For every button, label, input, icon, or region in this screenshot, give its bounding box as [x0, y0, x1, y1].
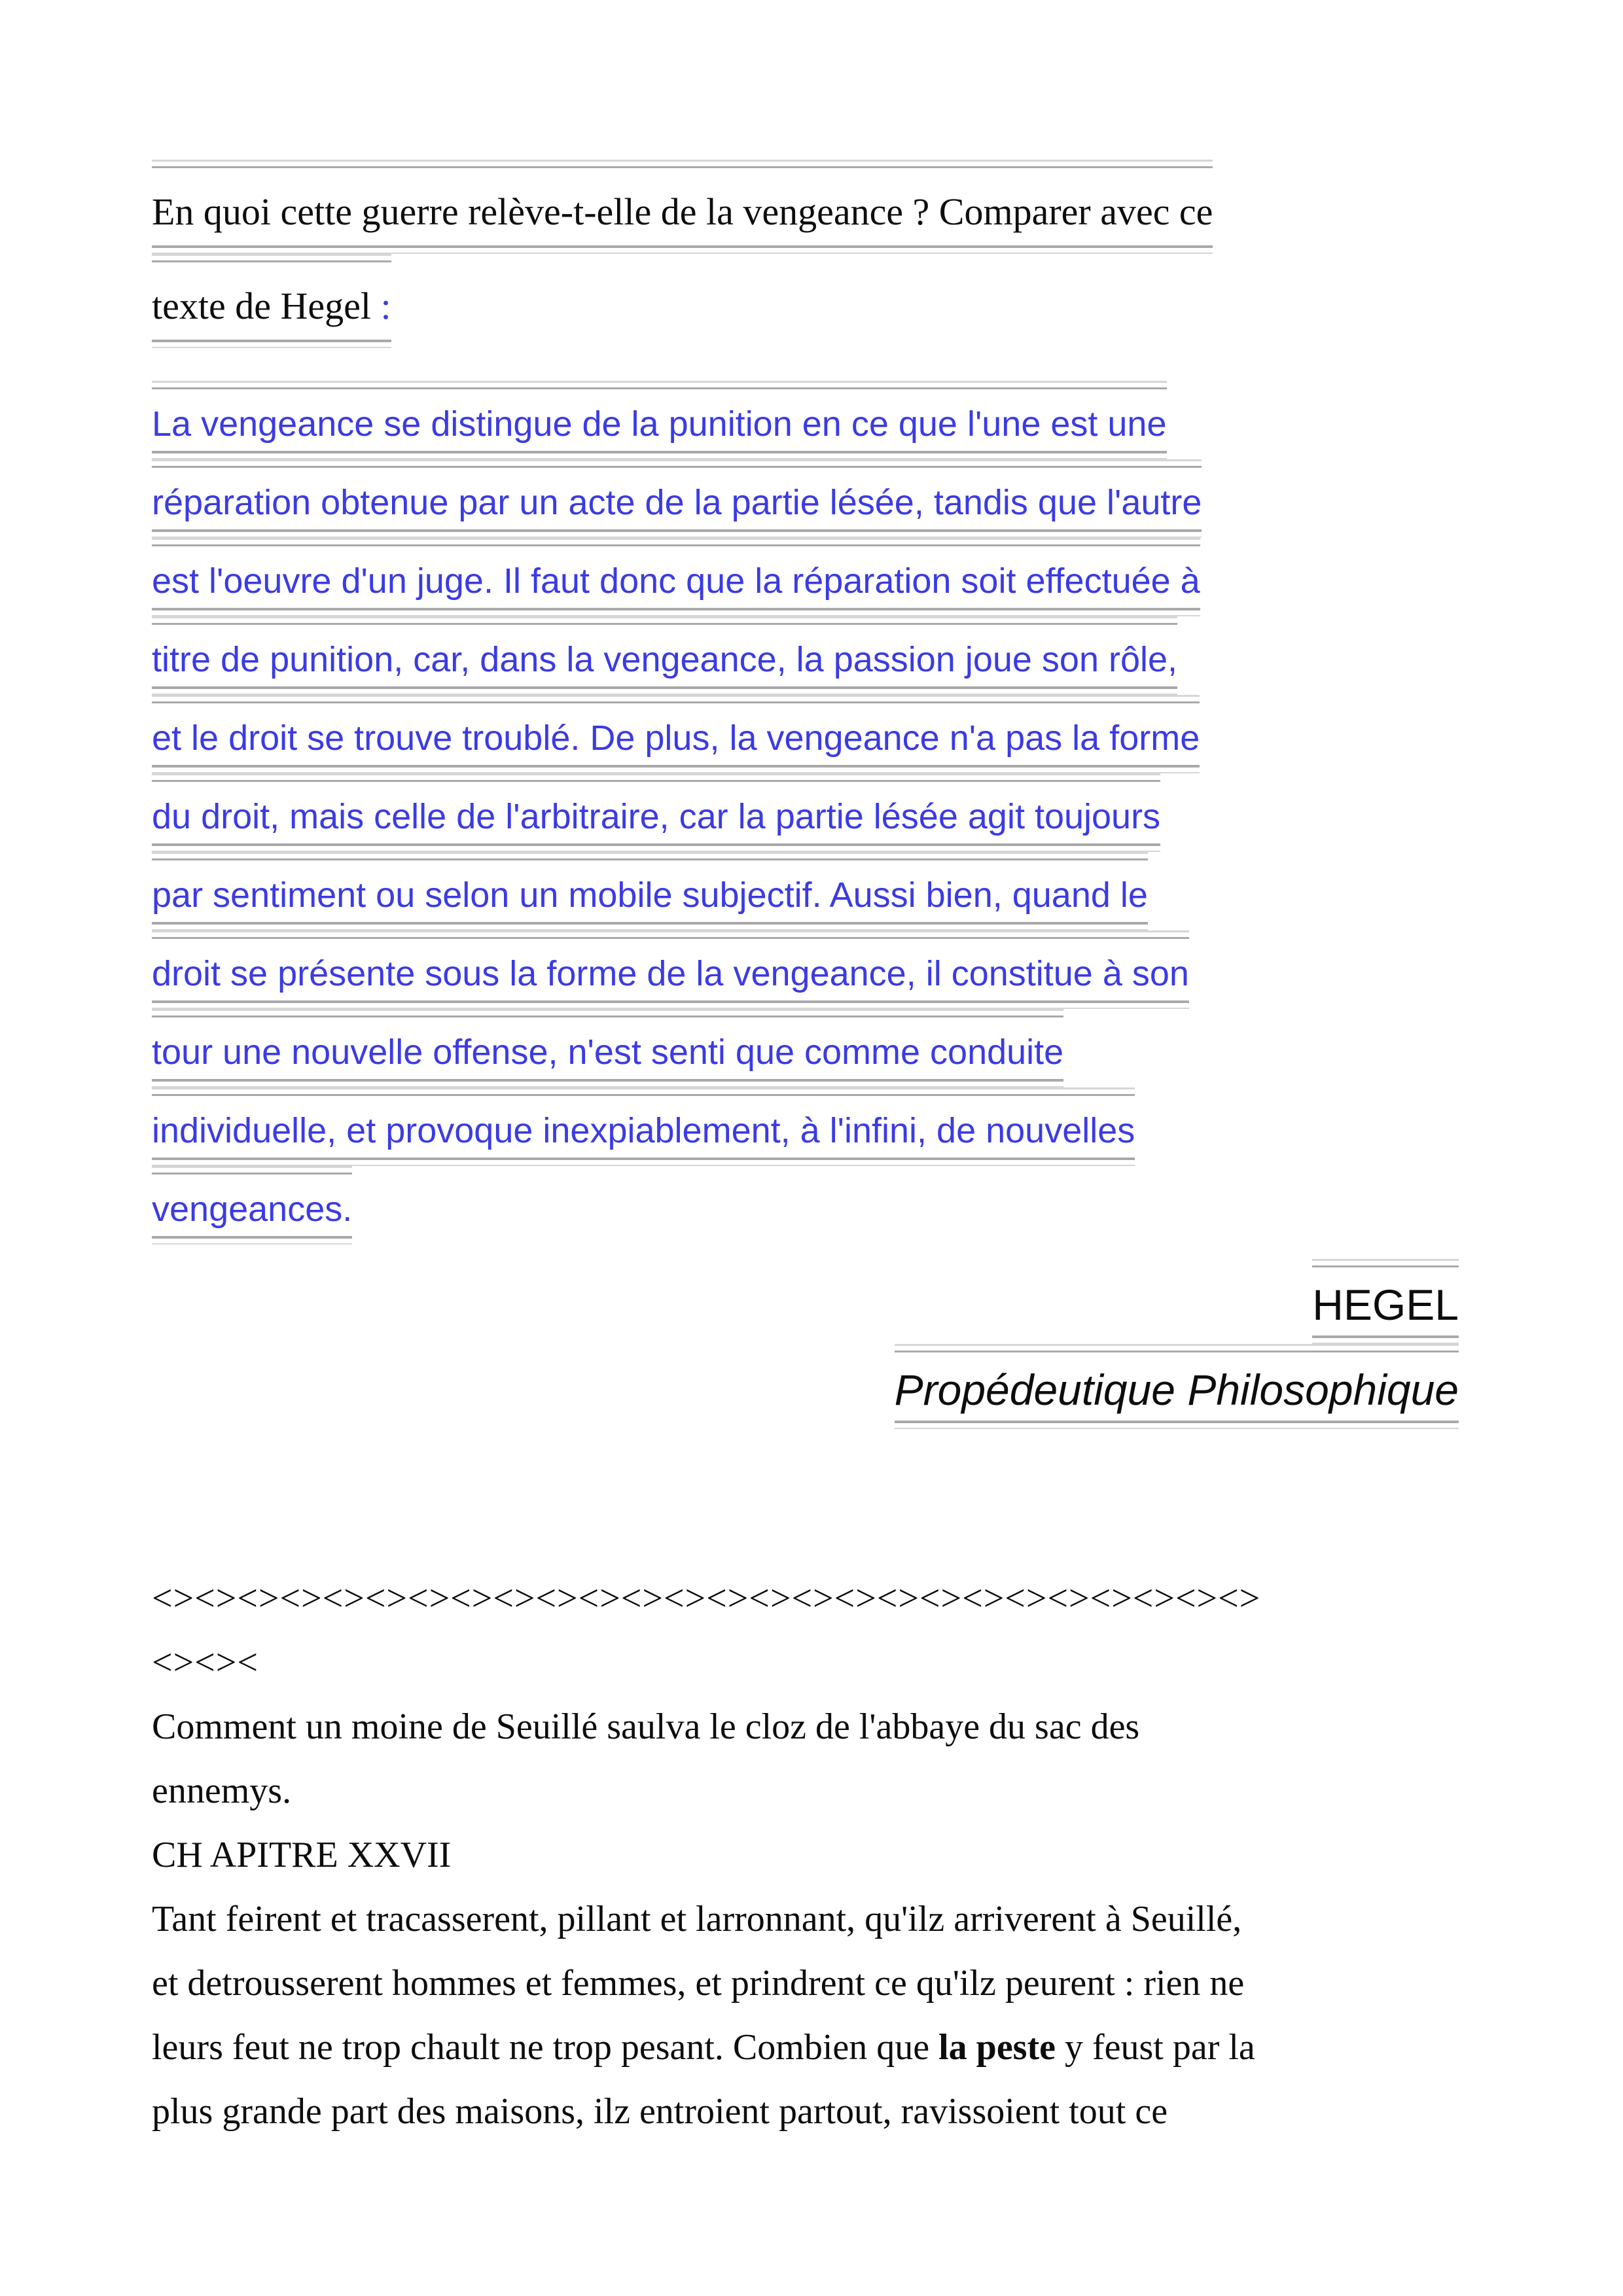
attribution-work-line [152, 1344, 1476, 1429]
quote-line-text: réparation obtenue par un acte de la partie lésée, tandis que l'autre [152, 483, 1202, 522]
rabelais-heading-line-2: ennemys. [152, 1771, 292, 1811]
question-colon: : [380, 285, 391, 327]
quote-line [152, 459, 1476, 538]
rabelais-body-line-3 [152, 2015, 1476, 2079]
quote-line-text: et le droit se trouve troublé. De plus, la vengeance n'a pas la forme [152, 718, 1200, 758]
rabelais-body-line-4: plus grande part des maisons, ilz entroient partout, ravissoient tout ce [152, 2091, 1168, 2132]
separator-line-1: <><><><><><><><><><><><><><><><><><><><><><><><><><> [152, 1578, 1261, 1619]
quote-line [152, 930, 1476, 1009]
question-line-1 [152, 160, 1476, 254]
rabelais-body-line-2: et detrousserent hommes et femmes, et prindrent ce qu'ilz peurent : rien ne [152, 1963, 1245, 2004]
quote-line-text: individuelle, et provoque inexpiablement, à l'infini, de nouvelles [152, 1111, 1135, 1150]
quote-line [152, 695, 1476, 773]
attribution-work: Propédeutique Philosophique [894, 1366, 1459, 1414]
rabelais-body-line-3-pre: leurs feut ne trop chault ne trop pesant. Combien que [152, 2027, 939, 2068]
question-line-2-text: texte de Hegel [152, 285, 381, 327]
quote-line-text: droit se présente sous la forme de la vengeance, il constitue à son [152, 954, 1189, 993]
quote-line-text: par sentiment ou selon un mobile subjectif. Aussi bien, quand le [152, 875, 1148, 915]
quote-line [152, 616, 1476, 695]
question-line-1-text: En quoi cette guerre relève-t-elle de la vengeance ? Comparer avec ce [152, 190, 1213, 233]
attribution-author: HEGEL [1312, 1280, 1459, 1329]
quote-line-text: tour une nouvelle offense, n'est senti que comme conduite [152, 1033, 1064, 1072]
quote-line [152, 773, 1476, 852]
quote-line-text: du droit, mais celle de l'arbitraire, car la partie lésée agit toujours [152, 797, 1161, 836]
quote-line [152, 1087, 1476, 1166]
quote-line [152, 1166, 1476, 1245]
quote-line [152, 852, 1476, 930]
rabelais-section [152, 1566, 1476, 2144]
quote-line [152, 1009, 1476, 1087]
question-paragraph [152, 160, 1476, 348]
quote-line-text: vengeances. [152, 1190, 353, 1229]
rabelais-body-line-3-post: y feust par la [1055, 2027, 1255, 2068]
hegel-quote-paragraph [152, 381, 1476, 1245]
quote-line-text: est l'oeuvre d'un juge. Il faut donc que la réparation soit effectuée à [152, 561, 1200, 601]
rabelais-body-line-1: Tant feirent et tracasserent, pillant et larronnant, qu'ilz arriverent à Seuillé, [152, 1899, 1242, 1939]
attribution [152, 1259, 1476, 1429]
question-line-2 [152, 254, 1476, 348]
quote-line [152, 538, 1476, 616]
rabelais-chapter-title: CH APITRE XXVII [152, 1835, 452, 1875]
quote-line-text: La vengeance se distingue de la punition en ce que l'une est une [152, 404, 1167, 444]
rabelais-heading-line-1: Comment un moine de Seuillé saulva le cloz de l'abbaye du sac des [152, 1706, 1140, 1747]
quote-line-text: titre de punition, car, dans la vengeance, la passion joue son rôle, [152, 640, 1178, 679]
rabelais-body-line-3-bold: la peste [938, 2027, 1056, 2068]
quote-line [152, 381, 1476, 459]
separator-line-2: <><>< [152, 1642, 259, 1683]
attribution-author-line [152, 1259, 1476, 1344]
